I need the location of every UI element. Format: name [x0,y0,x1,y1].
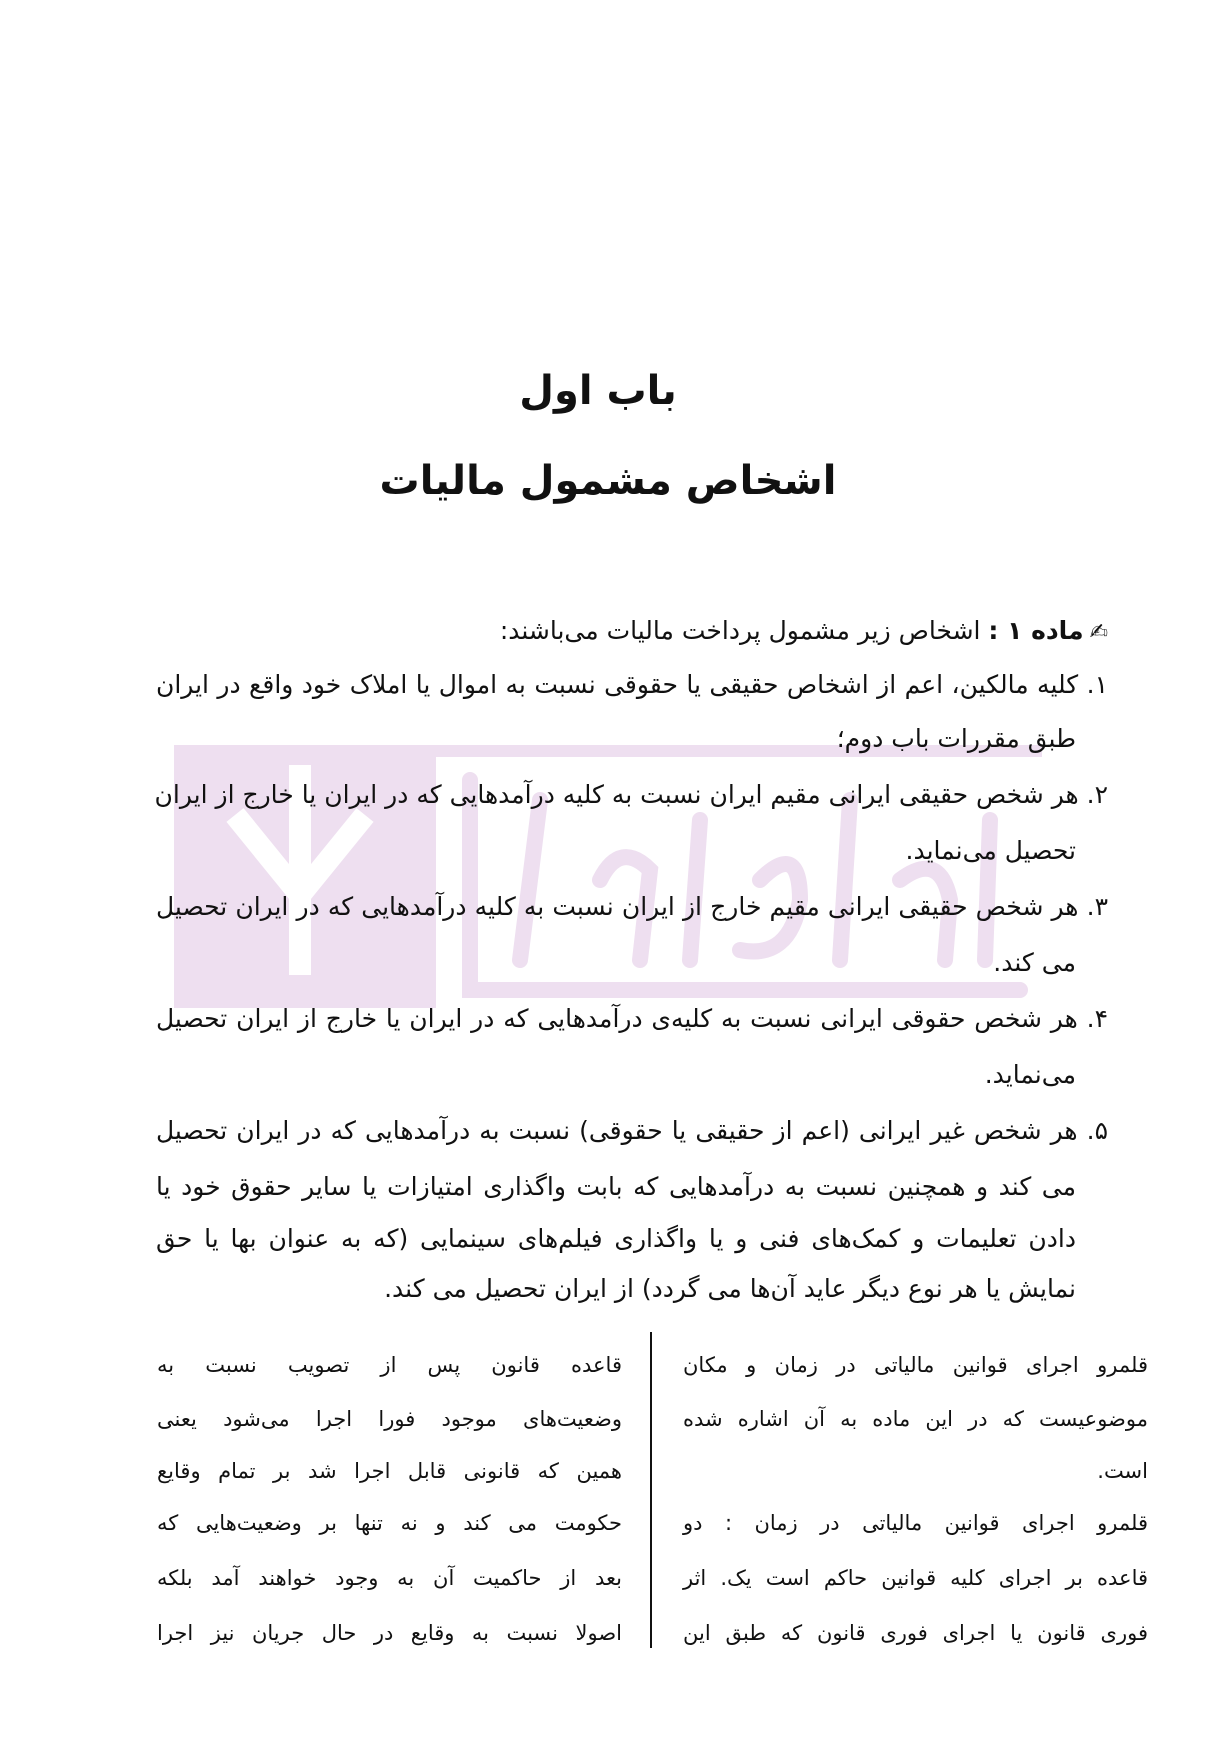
item-5-line-1: ۵. هر شخص غیر ایرانی (اعم از حقیقی یا حقوقی) نسبت به درآمدهایی که در ایران تحصیل [156,1116,1108,1145]
column-divider [650,1332,652,1648]
commentary-left-line-2: وضعیت‌های موجود فورا اجرا می‌شود یعنی [157,1407,622,1431]
commentary-right-line-6: فوری قانون یا اجرای فوری قانون که طبق این [683,1621,1148,1645]
item-2-line-1: ۲. هر شخص حقیقی ایرانی مقیم ایران نسبت به کلیه درآمدهایی که در ایران یا خارج از ایران [154,780,1108,809]
article-label: ماده ۱ : [988,616,1084,645]
item-3-line-2: می کند. [993,948,1076,977]
article-heading [500,614,1108,650]
commentary-right-line-3: است. [1097,1459,1148,1483]
pen-icon: ✍ [1089,620,1108,645]
commentary-left-line-6: اصولا نسبت به وقایع در حال جریان نیز اجرا [157,1621,622,1645]
commentary-right-line-2: موضوعیست که در این ماده به آن اشاره شده [683,1407,1148,1431]
commentary-left-line-3: همین که قانونی قابل اجرا شد بر تمام وقایع [157,1459,622,1483]
chapter-subtitle: اشخاص مشمول مالیات [379,458,837,504]
item-1-line-1: ۱. کلیه مالکین، اعم از اشخاص حقیقی یا حقوقی نسبت به اموال یا املاک خود واقع در ایران [156,670,1108,699]
item-4-line-2: می‌نماید. [984,1060,1076,1089]
item-3-line-1: ۳. هر شخص حقیقی ایرانی مقیم خارج از ایران نسبت به کلیه درآمدهایی که در ایران تحصیل [156,892,1108,921]
item-4-line-1: ۴. هر شخص حقوقی ایرانی نسبت به کلیه‌ی درآمدهایی که در ایران یا خارج از ایران تحصیل [156,1004,1108,1033]
item-5-line-2: می کند و همچنین نسبت به درآمدهایی که بابت واگذاری امتیازات یا سایر حقوق خود یا [156,1172,1076,1201]
item-1-line-2: طبق مقررات باب دوم؛ [836,724,1076,753]
commentary-right-line-5: قاعده بر اجرای کلیه قوانین حاکم است یک. اثر [683,1566,1148,1590]
commentary-right-line-4: قلمرو اجرای قوانین مالیاتی در زمان : دو [683,1511,1148,1535]
item-2-line-2: تحصیل می‌نماید. [905,836,1076,865]
chapter-title: باب اول [519,368,677,414]
commentary-right-line-1: قلمرو اجرای قوانین مالیاتی در زمان و مکان [683,1353,1148,1377]
commentary-left-line-1: قاعده قانون پس از تصویب نسبت به [157,1353,622,1377]
commentary-left-line-5: بعد از حاکمیت آن به وجود خواهند آمد بلکه [157,1566,622,1590]
item-5-line-4: نمایش یا هر نوع دیگر عاید آن‌ها می گردد) از ایران تحصیل می کند. [384,1274,1076,1303]
commentary-left-line-4: حکومت می کند و نه تنها بر وضعیت‌هایی که [157,1511,622,1535]
article-intro: اشخاص زیر مشمول پرداخت مالیات می‌باشند: [499,616,981,645]
item-5-line-3: دادن تعلیمات و کمک‌های فنی و یا واگذاری فیلم‌های سینمایی (که به عنوان بها یا حق [156,1224,1076,1253]
